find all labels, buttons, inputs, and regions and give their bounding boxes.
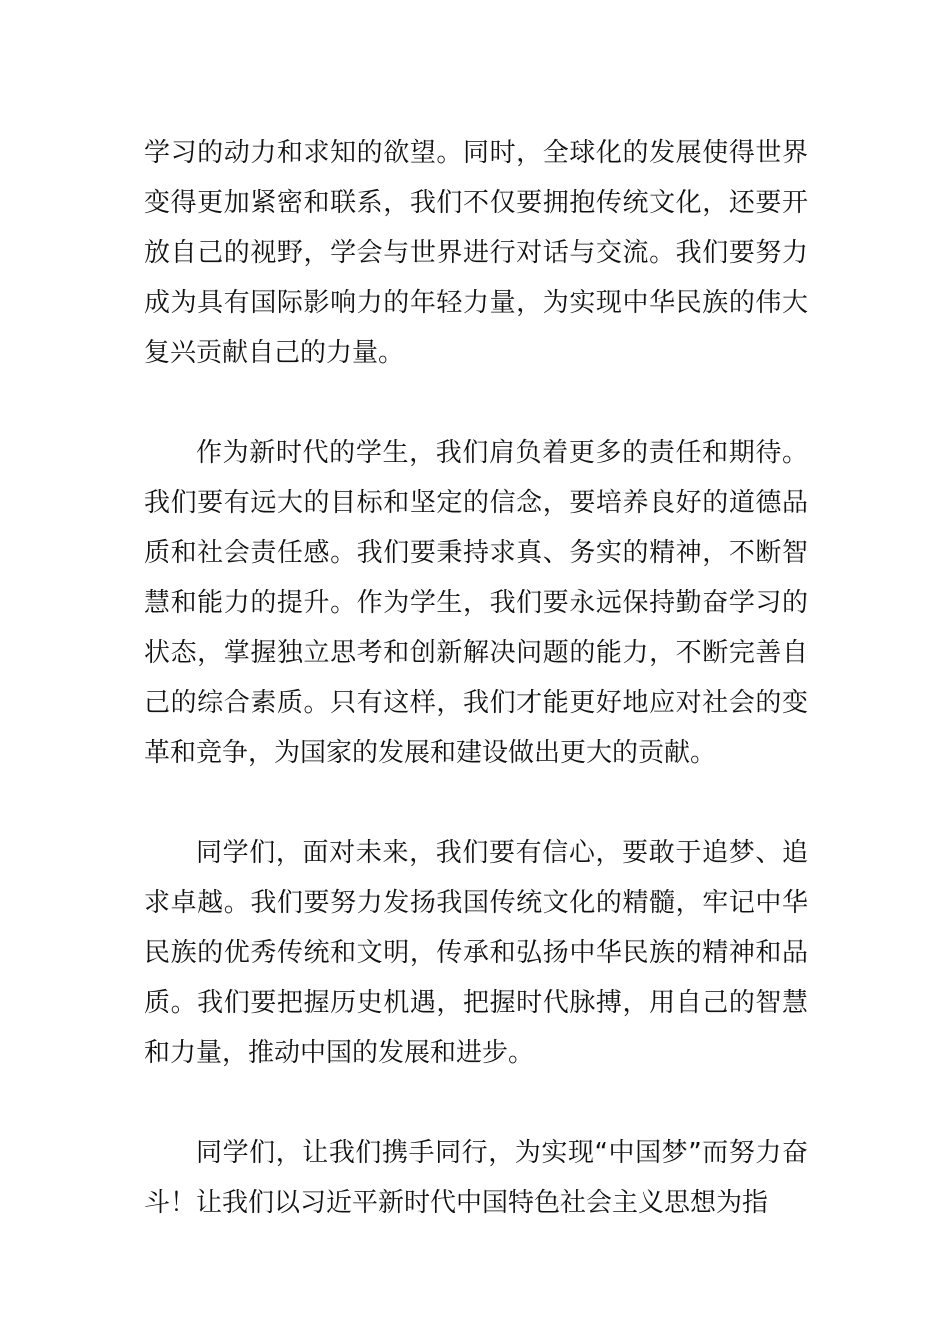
paragraph-2: 作为新时代的学生，我们肩负着更多的责任和期待。我们要有远大的目标和坚定的信念，要培养良好的道德品质和社会责任感。我们要秉持求真、务实的精神，不断智慧和能力的提升。作为学生，我们要永远保持勤奋学习的状态，掌握独立思考和创新解决问题的能力，不断完善自己的综合素质。只有这样，我们才能更好地应对社会的变革和竞争，为国家的发展和建设做出更大的贡献。 — [144, 438, 808, 768]
paragraph-3: 同学们，面对未来，我们要有信心，要敢于追梦、追求卓越。我们要努力发扬我国传统文化的精髓，牢记中华民族的优秀传统和文明，传承和弘扬中华民族的精神和品质。我们要把握历史机遇，把握时代脉搏，用自己的智慧和力量，推动中国的发展和进步。 — [144, 838, 808, 1068]
document-body — [144, 128, 808, 1278]
paragraph-1: 学习的动力和求知的欲望。同时，全球化的发展使得世界变得更加紧密和联系，我们不仅要拥抱传统文化，还要开放自己的视野，学会与世界进行对话与交流。我们要努力成为具有国际影响力的年轻力量，为实现中华民族的伟大复兴贡献自己的力量。 — [144, 138, 808, 368]
paragraph-4: 同学们，让我们携手同行，为实现“中国梦”而努力奋斗！让我们以习近平新时代中国特色社会主义思想为指 — [144, 1138, 808, 1218]
